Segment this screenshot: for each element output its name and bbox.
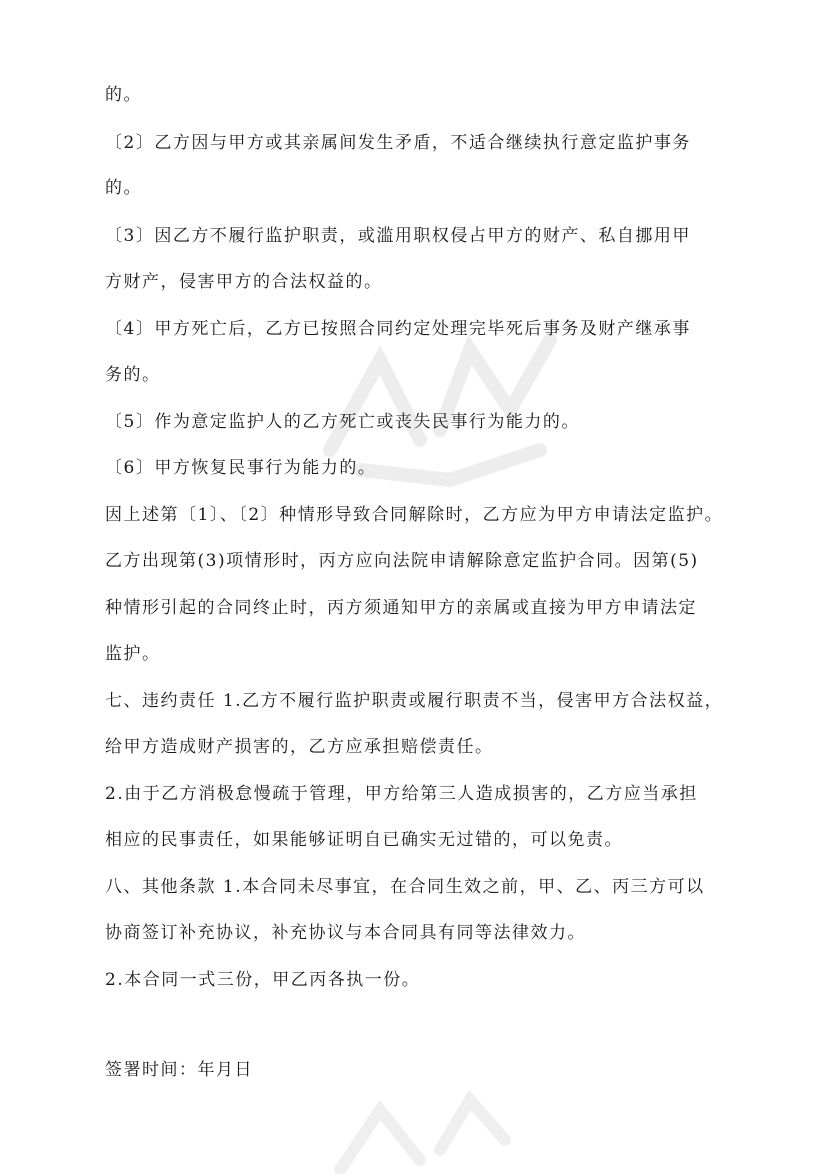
text-line-18: 八、其他条款 1.本合同未尽事宜，在合同生效之前，甲、乙、丙三方可以 — [105, 877, 705, 897]
signing-date: 签署时间：年月日 — [105, 1060, 253, 1080]
text-line-6: 〔4〕甲方死亡后，乙方已按照合同约定处理完毕死后事务及财产继承事 — [105, 319, 691, 339]
text-line-4: 〔3〕因乙方不履行监护职责，或滥用职权侵占甲方的财产、私自挪用甲 — [105, 226, 691, 246]
text-line-13: 监护。 — [105, 644, 161, 664]
text-line-1: 的。 — [105, 85, 142, 105]
text-line-16: 2.由于乙方消极怠慢疏于管理，甲方给第三人造成损害的，乙方应当承担 — [105, 784, 698, 804]
text-line-7: 务的。 — [105, 365, 161, 385]
text-line-19: 协商签订补充协议，补充协议与本合同具有同等法律效力。 — [105, 923, 586, 943]
text-line-17: 相应的民事责任，如果能够证明自已确实无过错的，可以免责。 — [105, 830, 623, 850]
text-line-10: 因上述第〔1〕、〔2〕种情形导致合同解除时，乙方应为甲方申请法定监护。 — [105, 505, 724, 525]
text-line-9: 〔6〕甲方恢复民事行为能力的。 — [105, 458, 377, 478]
text-line-11: 乙方出现第(3)项情形时，丙方应向法院申请解除意定监护合同。因第(5) — [105, 551, 699, 571]
watermark-logo-bottom — [320, 1090, 520, 1174]
text-line-14: 七、违约责任 1.乙方不履行监护职责或履行职责不当，侵害甲方合法权益， — [105, 691, 724, 711]
text-line-20: 2.本合同一式三份，甲乙丙各执一份。 — [105, 970, 421, 990]
text-line-15: 给甲方造成财产损害的，乙方应承担赔偿责任。 — [105, 737, 494, 757]
text-line-3: 的。 — [105, 178, 142, 198]
text-line-8: 〔5〕作为意定监护人的乙方死亡或丧失民事行为能力的。 — [105, 412, 580, 432]
text-line-2: 〔2〕乙方因与甲方或其亲属间发生矛盾，不适合继续执行意定监护事务 — [105, 133, 691, 153]
text-line-12: 种情形引起的合同终止时，丙方须通知甲方的亲属或直接为甲方申请法定 — [105, 598, 697, 618]
text-line-5: 方财产，侵害甲方的合法权益的。 — [105, 272, 383, 292]
